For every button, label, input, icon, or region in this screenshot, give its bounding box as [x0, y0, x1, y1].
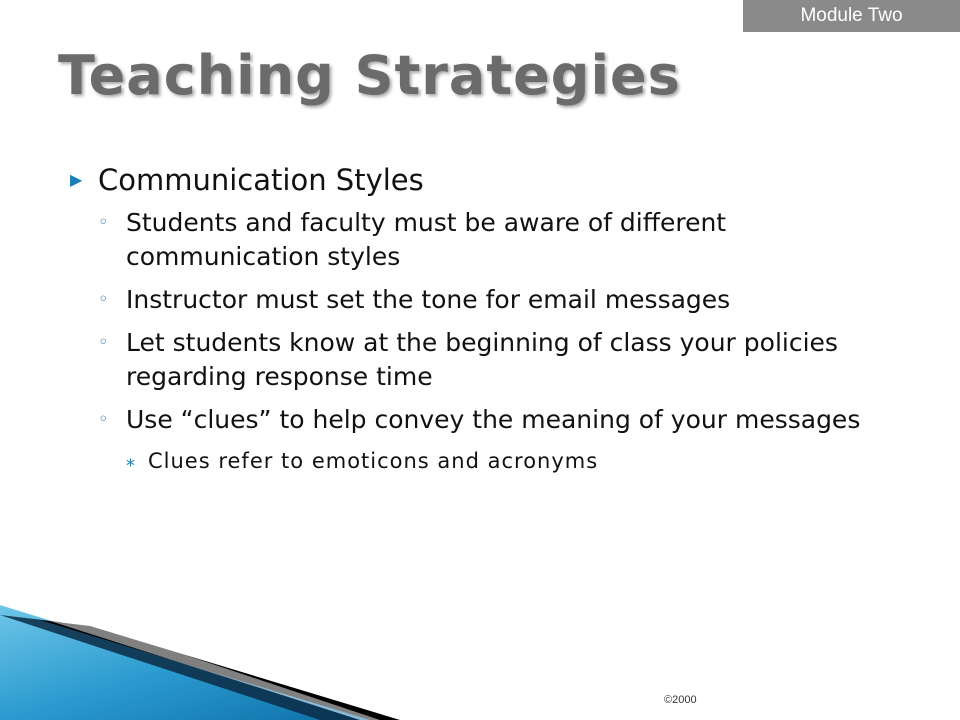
sub-sub-bullet [68, 446, 888, 476]
sub-bullet [68, 206, 888, 274]
bullet-text: Communication Styles [98, 163, 424, 197]
sub-bullet-text: Let students know at the beginning of class your policies regarding response time [126, 328, 838, 391]
ring-icon: ◦ [98, 212, 109, 233]
sub-sub-bullet-text: Clues refer to emoticons and acronyms [148, 449, 599, 473]
decorative-swoosh [0, 560, 960, 720]
sub-bullet-text: Instructor must set the tone for email messages [126, 285, 731, 314]
sub-bullet [68, 283, 888, 317]
slide-title: Teaching Strategies [58, 44, 681, 107]
ring-icon: ◦ [98, 289, 109, 310]
copyright-text: ©2000 [664, 694, 697, 706]
sub-bullet [68, 403, 888, 437]
ring-icon: ◦ [98, 409, 109, 430]
triangle-right-icon: ▶ [70, 170, 83, 189]
ring-icon: ◦ [98, 332, 109, 353]
module-label: Module Two [743, 0, 960, 32]
slide-content [68, 160, 888, 476]
sub-bullet-text: Students and faculty must be aware of different communication styles [126, 208, 727, 271]
sub-bullet [68, 326, 888, 394]
sub-bullet-text: Use “clues” to help convey the meaning of your messages [126, 405, 861, 434]
small-star-icon: ⁎ [126, 450, 136, 471]
bullet-communication-styles [68, 160, 888, 200]
